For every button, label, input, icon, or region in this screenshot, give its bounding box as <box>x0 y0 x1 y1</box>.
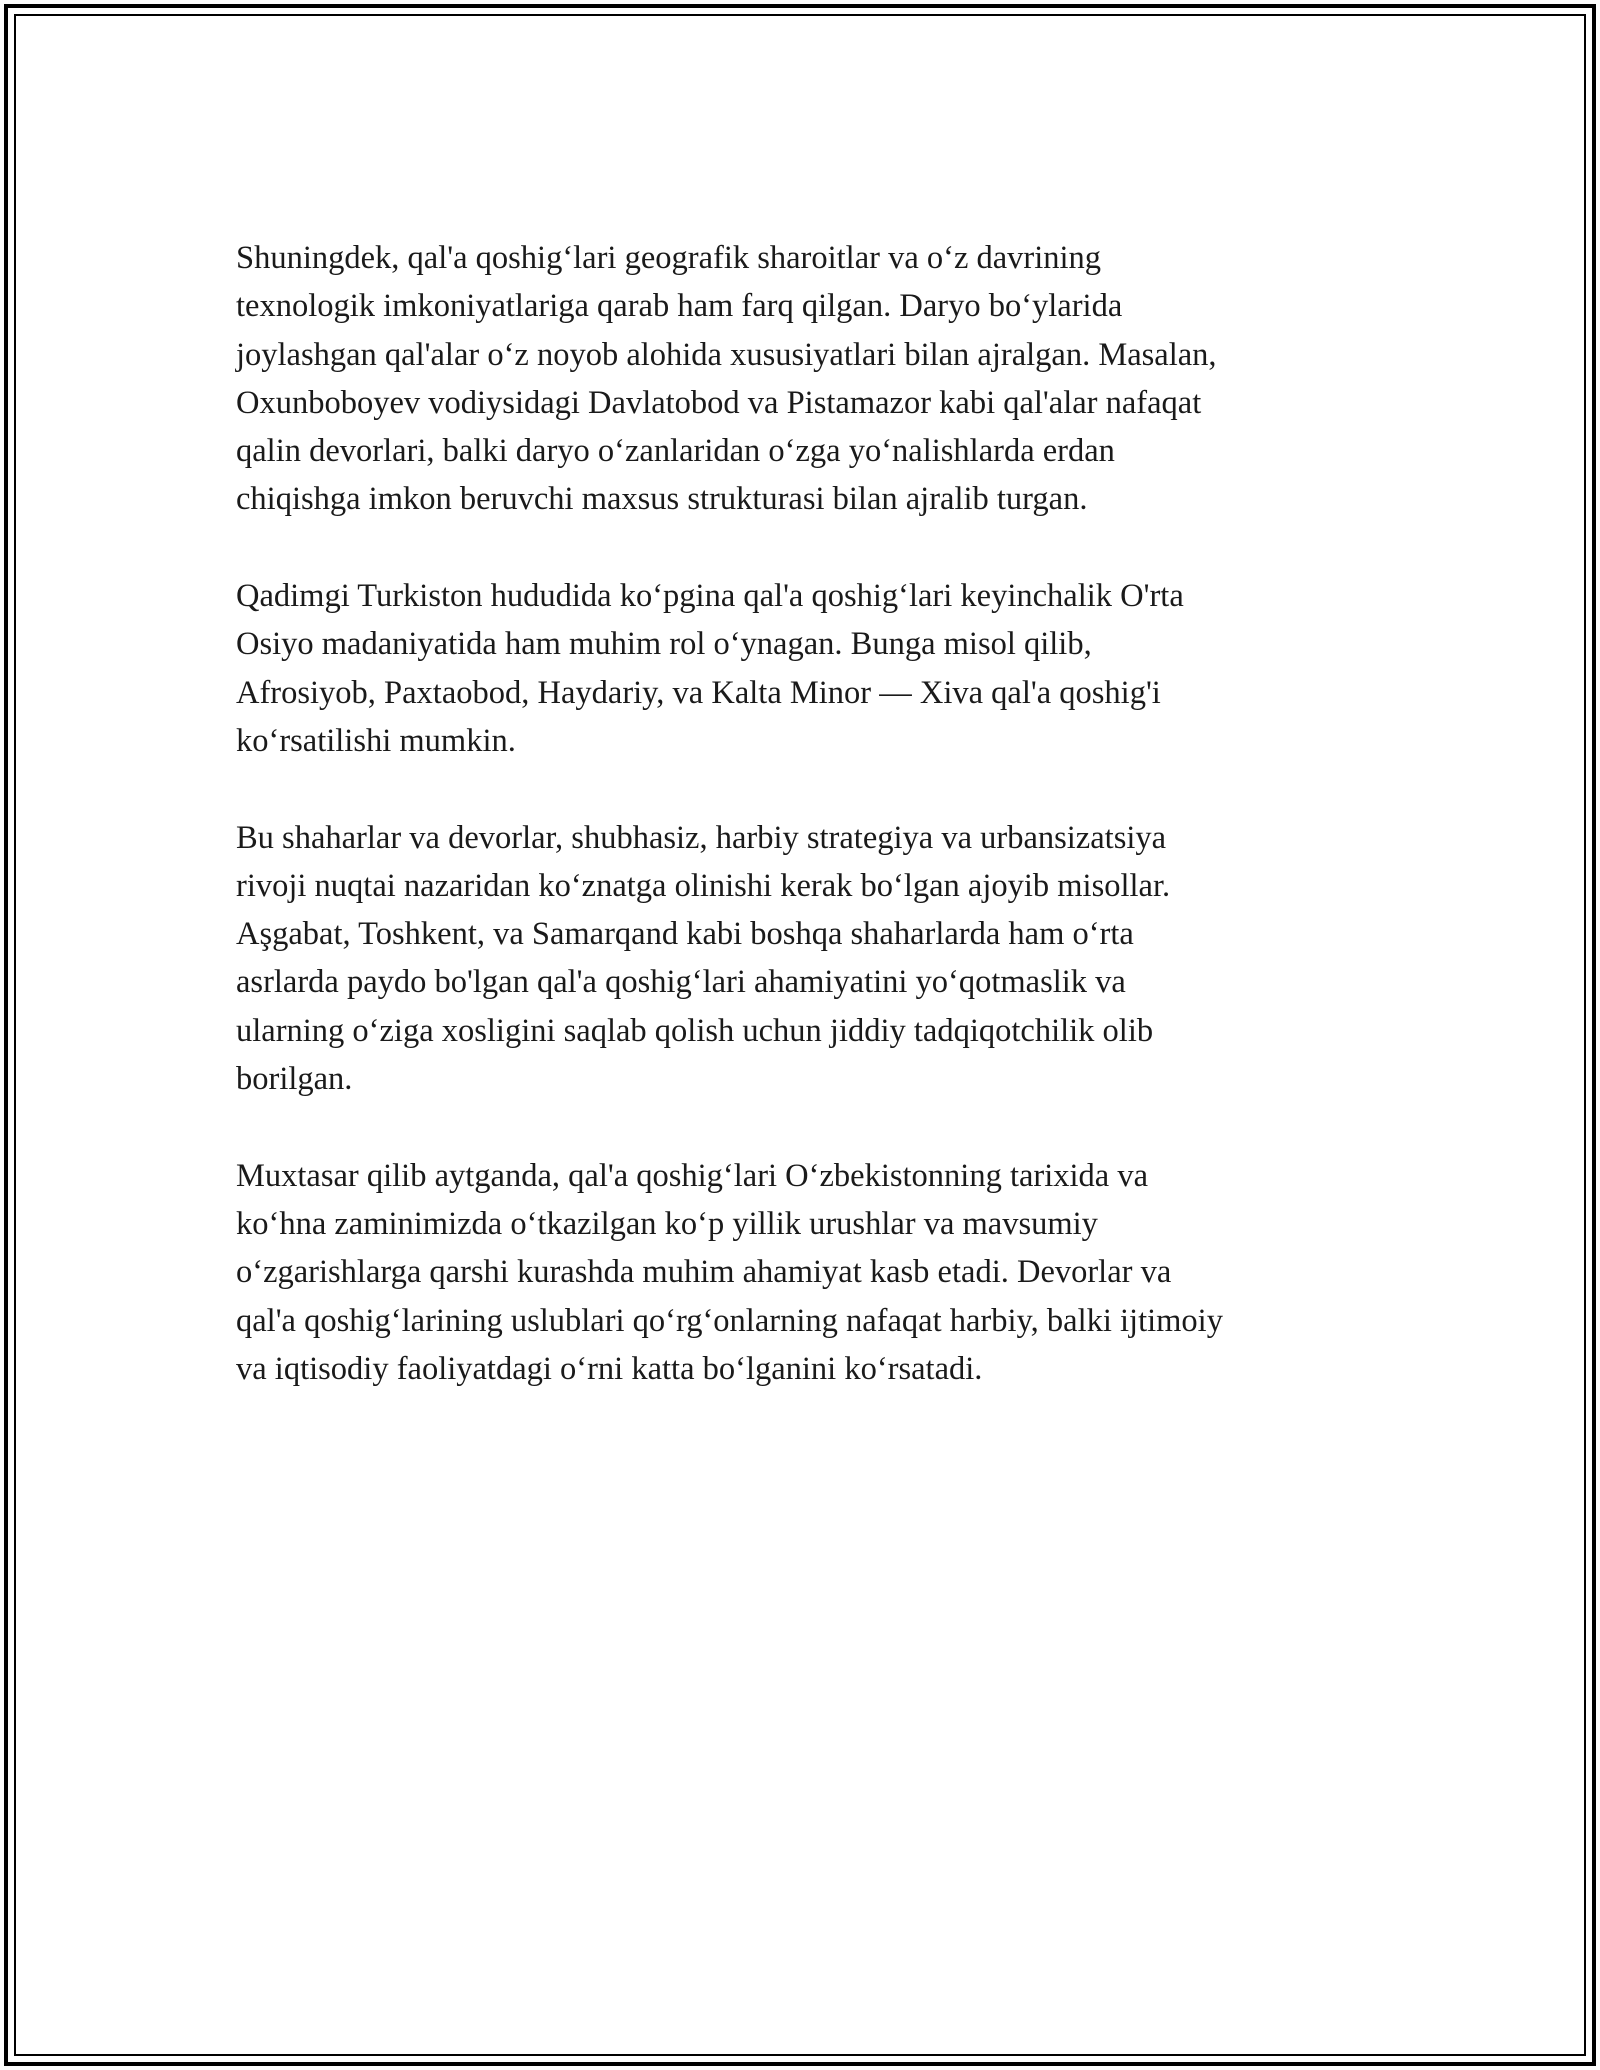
paragraph-3 <box>236 814 1356 1104</box>
text-line: Qadimgi Turkiston hududida ko‘pgina qal'a qoshig‘lari keyinchalik O'rta <box>236 578 1184 615</box>
paragraph-2 <box>236 572 1356 765</box>
text-line: Oxunboboyev vodiysidagi Davlatobod va Pistamazor kabi qal'alar nafaqat <box>236 384 1202 421</box>
text-line: Aşgabat, Toshkent, va Samarqand kabi boshqa shaharlarda ham o‘rta <box>236 916 1134 953</box>
text-line: texnologik imkoniyatlariga qarab ham farq qilgan. Daryo bo‘ylarida <box>236 288 1123 325</box>
text-line: qal'a qoshig‘larining uslublari qo‘rg‘onlarning nafaqat harbiy, balki ijtimoiy <box>236 1302 1223 1339</box>
text-line: ularning o‘ziga xosligini saqlab qolish uchun jiddiy tadqiqotchilik olib <box>236 1012 1154 1049</box>
text-line: ko‘rsatilishi mumkin. <box>236 722 516 759</box>
text-line: rivoji nuqtai nazaridan ko‘znatga olinishi kerak bo‘lgan ajoyib misollar. <box>236 867 1171 904</box>
text-line: qalin devorlari, balki daryo o‘zanlaridan o‘zga yo‘nalishlarda erdan <box>236 433 1115 470</box>
text-line: Osiyo madaniyatida ham muhim rol o‘ynagan. Bunga misol qilib, <box>236 626 1092 663</box>
text-line: ko‘hna zaminimizda o‘tkazilgan ko‘p yillik urushlar va mavsumiy <box>236 1205 1098 1242</box>
text-line: Afrosiyob, Paxtaobod, Haydariy, va Kalta Minor — Xiva qal'a qoshig'i <box>236 674 1161 711</box>
text-line: Muxtasar qilib aytganda, qal'a qoshig‘lari O‘zbekistonning tarixida va <box>236 1157 1148 1194</box>
paragraph-4 <box>236 1152 1356 1393</box>
text-line: va iqtisodiy faoliyatdagi o‘rni katta bo‘lganini ko‘rsatadi. <box>236 1350 983 1387</box>
text-line: Shuningdek, qal'a qoshig‘lari geografik sharoitlar va o‘z davrining <box>236 240 1102 276</box>
text-line: borilgan. <box>236 1061 353 1098</box>
text-line: asrlarda paydo bo'lgan qal'a qoshig‘lari ahamiyatini yo‘qotmaslik va <box>236 964 1126 1001</box>
document-body <box>236 234 1356 1441</box>
text-line: joylashgan qal'alar o‘z noyob alohida xususiyatlari bilan ajralgan. Masalan, <box>236 336 1217 373</box>
text-line: chiqishga imkon beruvchi maxsus strukturasi bilan ajralib turgan. <box>236 481 1088 518</box>
text-line: o‘zgarishlarga qarshi kurashda muhim ahamiyat kasb etadi. Devorlar va <box>236 1254 1172 1291</box>
paragraph-1 <box>236 234 1356 524</box>
text-line: Bu shaharlar va devorlar, shubhasiz, harbiy strategiya va urbansizatsiya <box>236 819 1167 856</box>
